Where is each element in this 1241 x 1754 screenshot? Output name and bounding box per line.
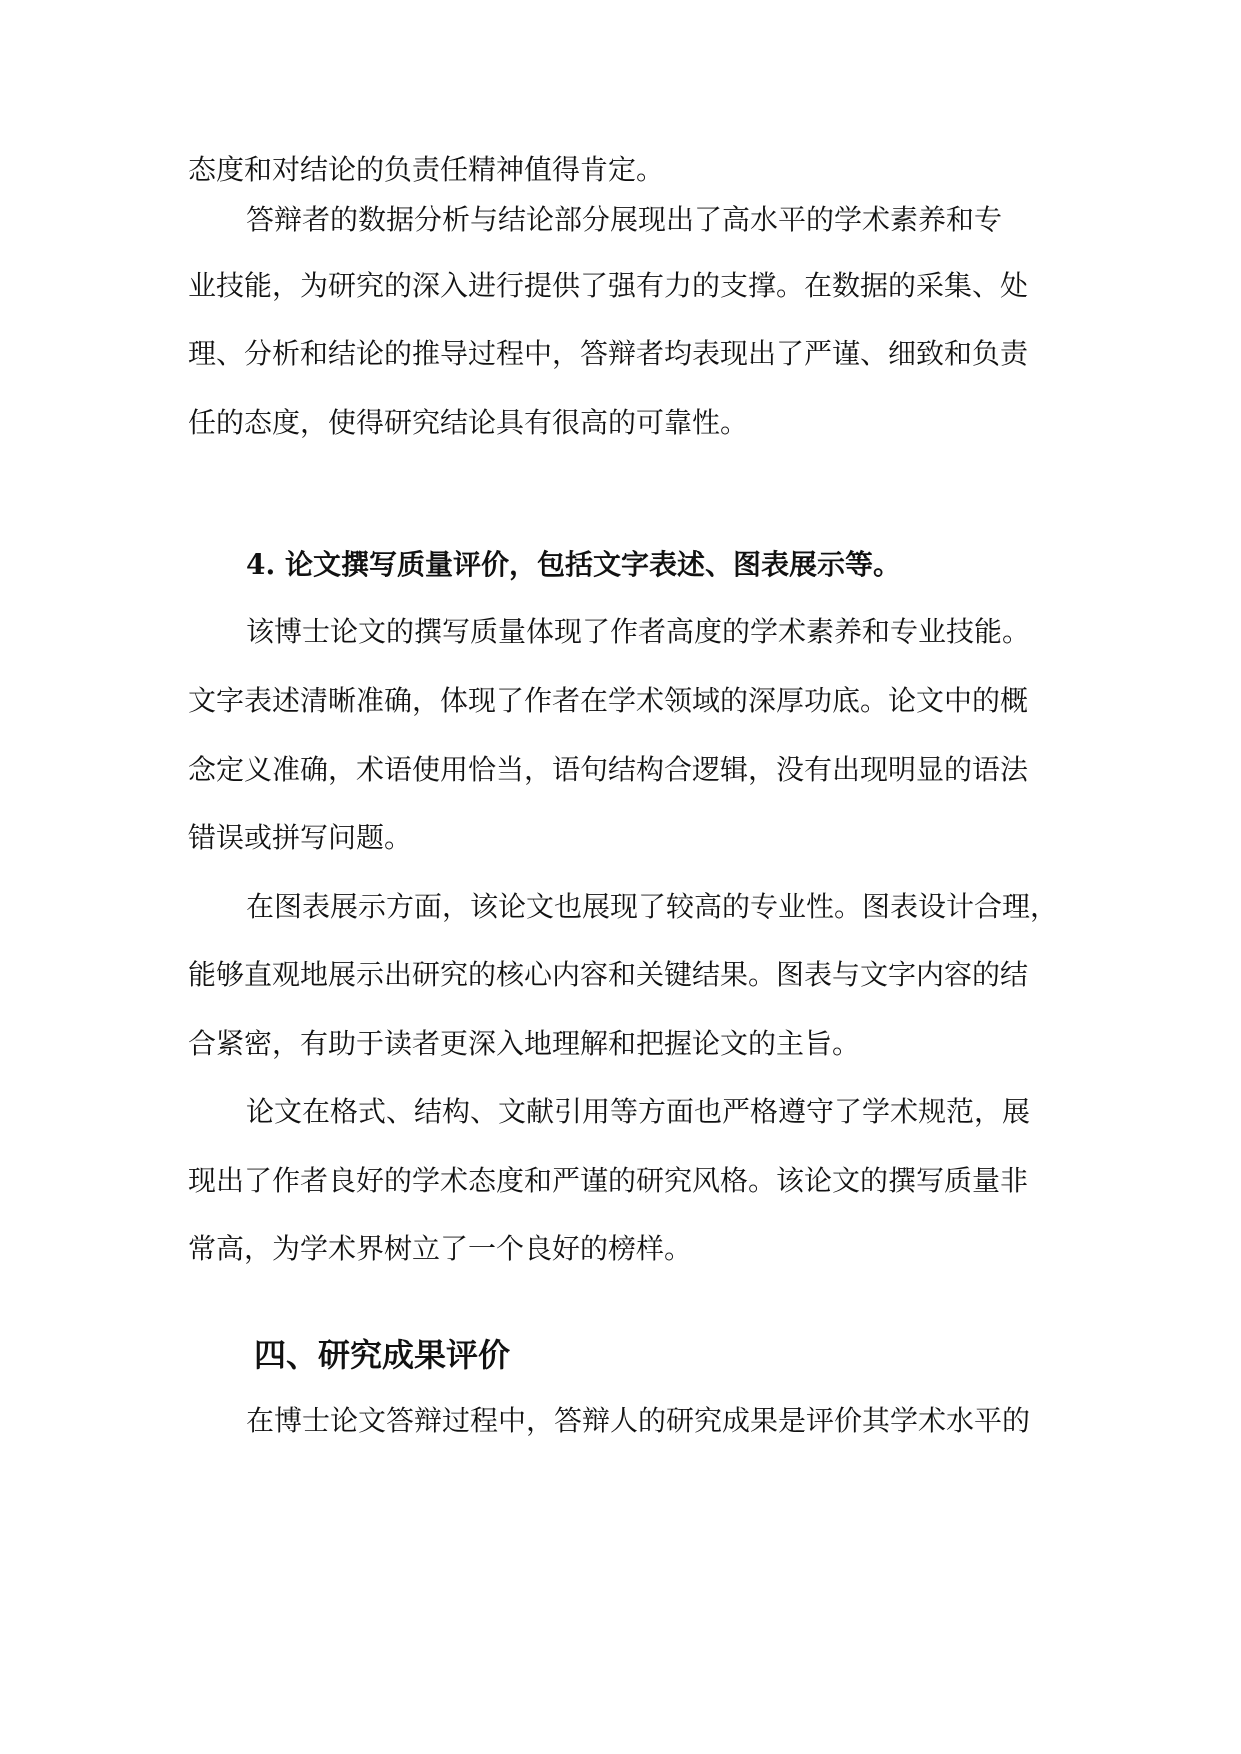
paragraph-line: 在图表展示方面，该论文也展现了较高的专业性。图表设计合理， (246, 890, 1059, 923)
chapter-heading: 四、研究成果评价 (254, 1336, 511, 1374)
paragraph-line: 念定义准确，术语使用恰当，语句结构合逻辑，没有出现明显的语法 (188, 753, 1029, 786)
paragraph-line: 现出了作者良好的学术态度和严谨的研究风格。该论文的撰写质量非 (188, 1164, 1029, 1197)
paragraph-line: 答辩者的数据分析与结论部分展现出了高水平的学术素养和专 (246, 203, 1003, 236)
paragraph-line: 该博士论文的撰写质量体现了作者高度的学术素养和专业技能。 (246, 615, 1031, 648)
paragraph-line: 理、分析和结论的推导过程中，答辩者均表现出了严谨、细致和负责 (188, 337, 1029, 370)
paragraph-line: 能够直观地展示出研究的核心内容和关键结果。图表与文字内容的结 (188, 958, 1029, 991)
paragraph-line: 在博士论文答辩过程中，答辩人的研究成果是评价其学术水平的 (246, 1404, 1031, 1437)
paragraph-line: 任的态度，使得研究结论具有很高的可靠性。 (188, 406, 749, 439)
paragraph-line: 合紧密，有助于读者更深入地理解和把握论文的主旨。 (188, 1027, 861, 1060)
section-heading: 4. 论文撰写质量评价，包括文字表述、图表展示等。 (246, 548, 901, 581)
paragraph-line: 态度和对结论的负责任精神值得肯定。 (188, 153, 665, 186)
paragraph-line: 常高，为学术界树立了一个良好的榜样。 (188, 1232, 693, 1265)
paragraph-line: 文字表述清晰准确，体现了作者在学术领域的深厚功底。论文中的概 (188, 684, 1029, 717)
paragraph-line: 错误或拼写问题。 (188, 821, 413, 854)
paragraph-line: 论文在格式、结构、文献引用等方面也严格遵守了学术规范，展 (246, 1095, 1031, 1128)
paragraph-line: 业技能，为研究的深入进行提供了强有力的支撑。在数据的采集、处 (188, 269, 1029, 302)
